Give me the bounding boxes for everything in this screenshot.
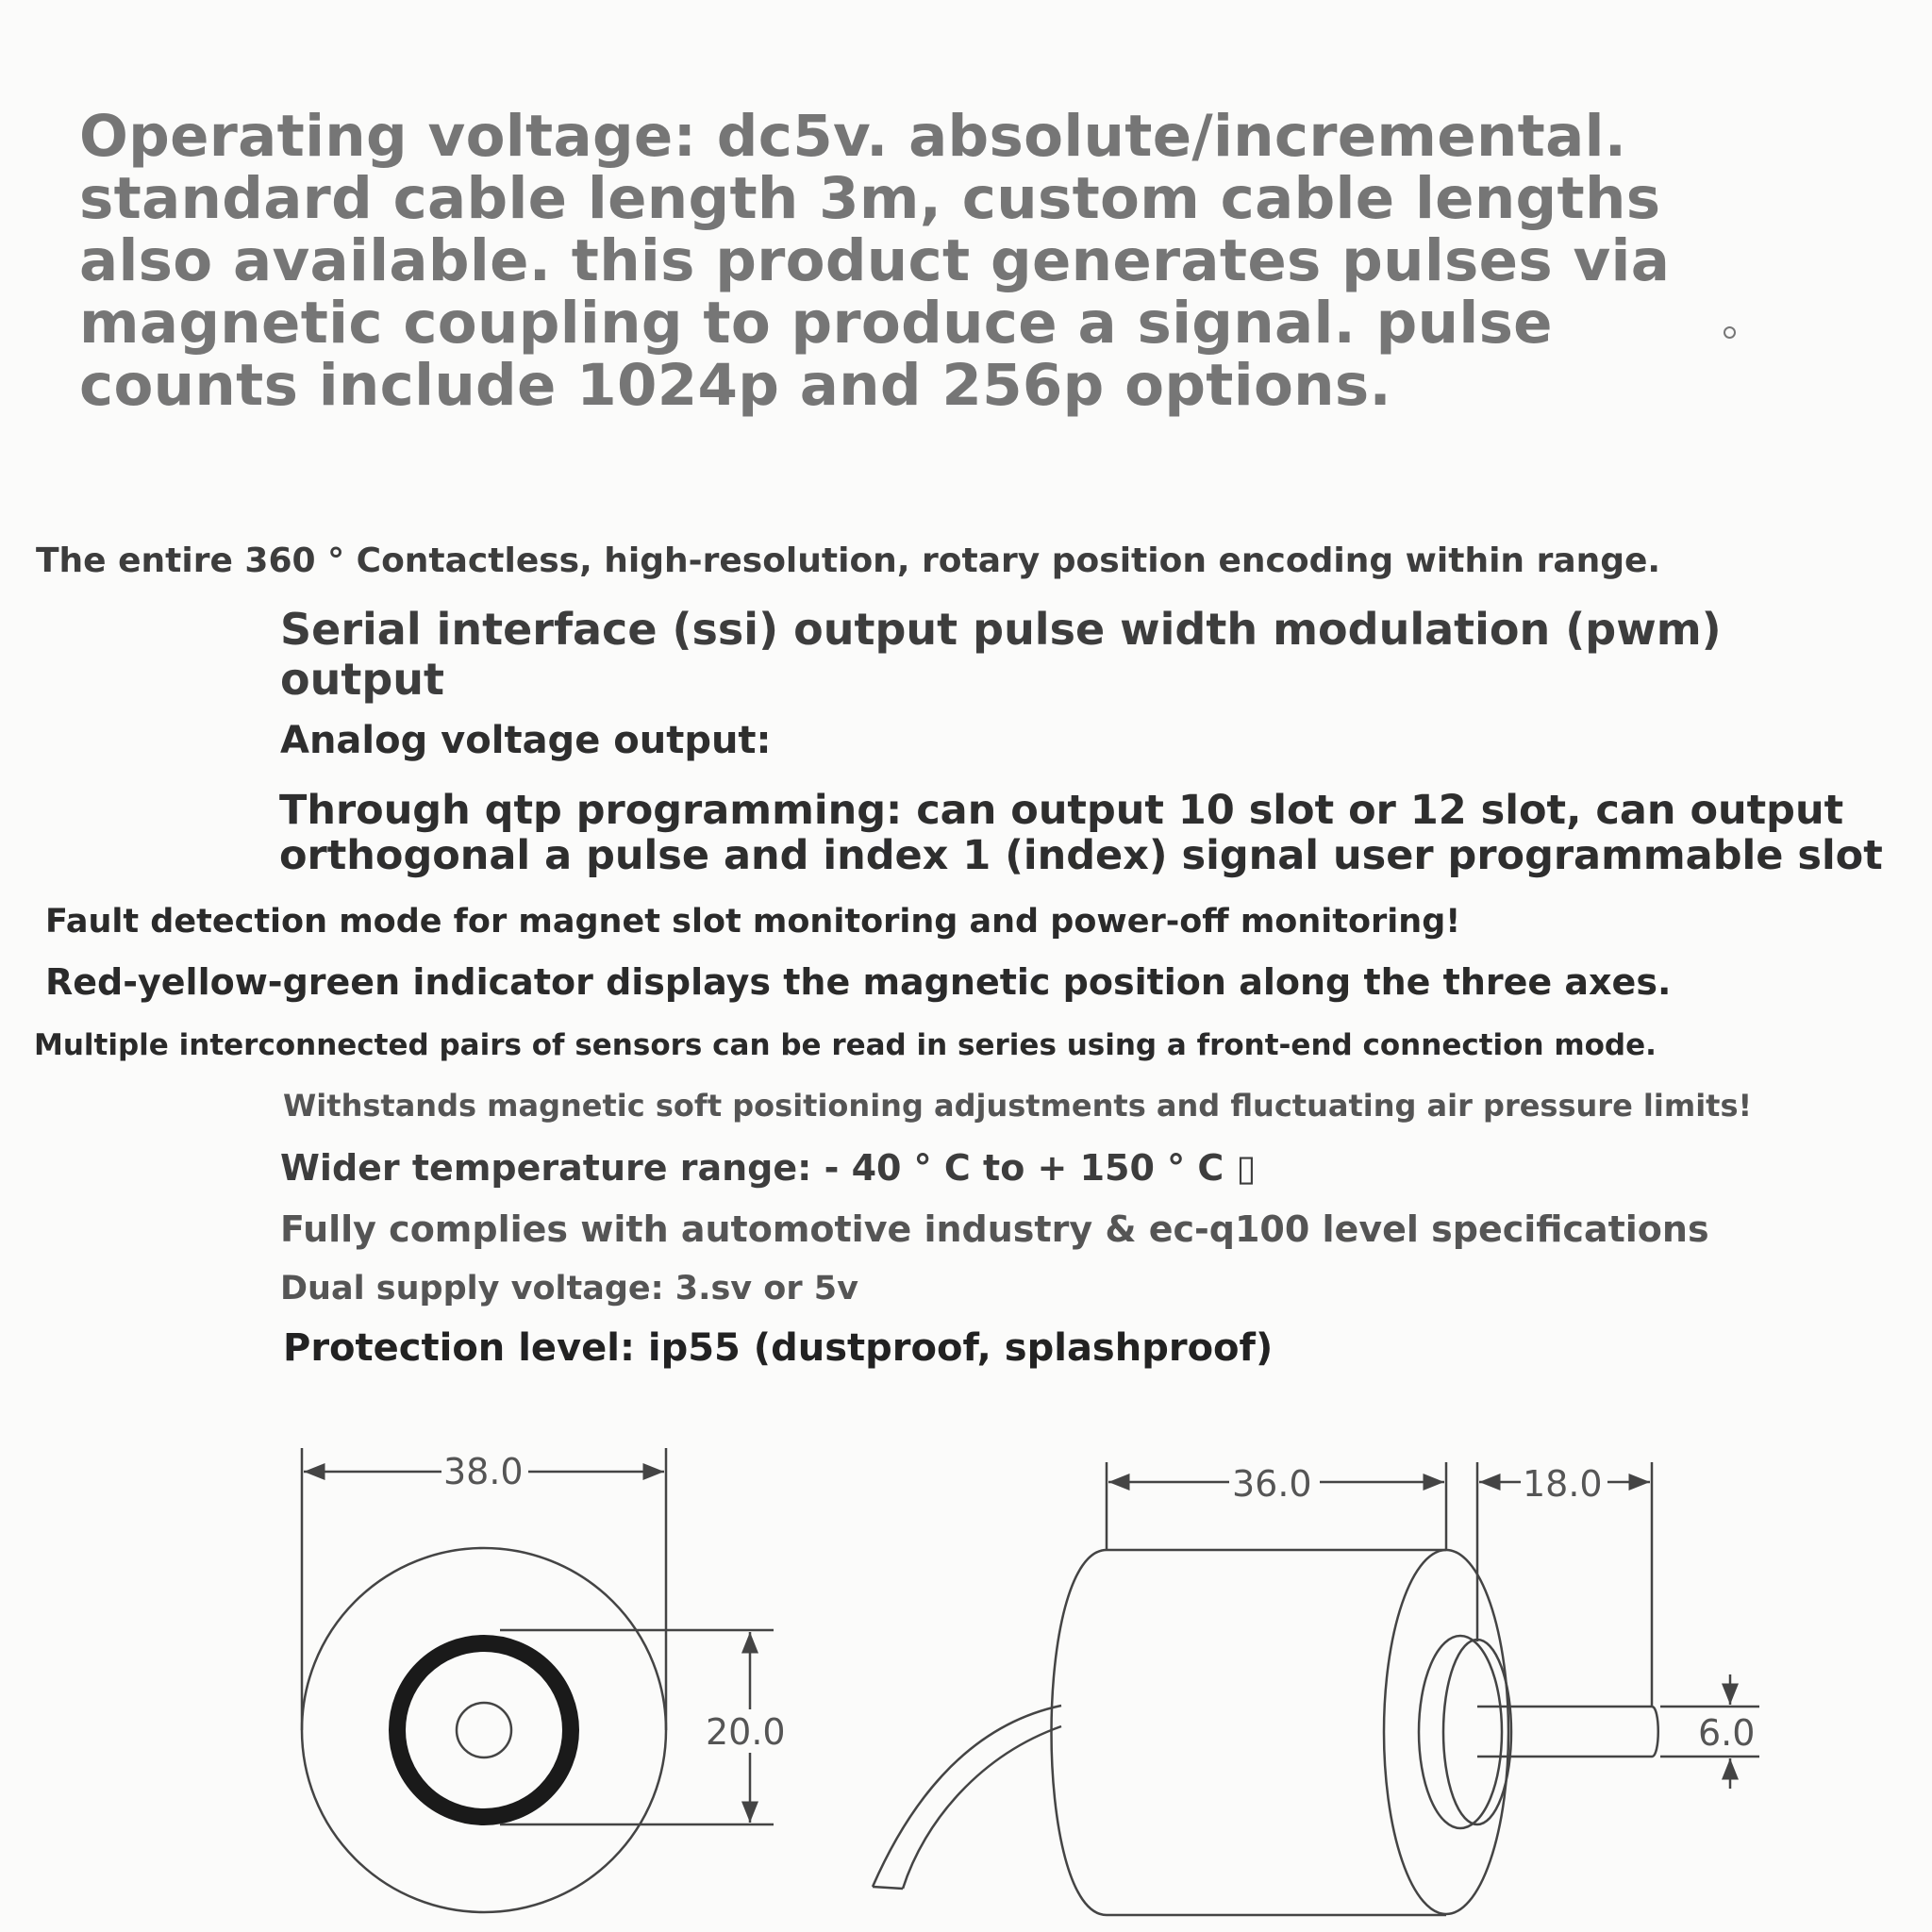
feature-ssi-pwm-line2: output bbox=[280, 654, 445, 705]
feature-qtp-line1: Through qtp programming: can output 10 slot or 12 slot, can output bbox=[279, 787, 1844, 834]
dim-label-38: 38.0 bbox=[443, 1451, 524, 1492]
side-end-face bbox=[1384, 1550, 1508, 1914]
feature-withstands: Withstands magnetic soft positioning adjustments and fluctuating air pressure limits! bbox=[283, 1088, 1753, 1124]
feature-fault-detection: Fault detection mode for magnet slot monitoring and power-off monitoring! bbox=[45, 903, 1461, 941]
front-magnet-ring bbox=[397, 1643, 571, 1817]
dim-label-36: 36.0 bbox=[1232, 1463, 1312, 1505]
dimension-drawing bbox=[0, 1415, 1932, 1932]
feature-indicator: Red-yellow-green indicator displays the magnetic position along the three axes. bbox=[45, 961, 1672, 1003]
side-cable bbox=[873, 1706, 1061, 1889]
side-body bbox=[1052, 1550, 1447, 1915]
feature-ssi-pwm-line1: Serial interface (ssi) output pulse width modulation (pwm) bbox=[280, 604, 1722, 655]
side-shaft bbox=[1477, 1707, 1658, 1757]
feature-automotive: Fully complies with automotive industry & ec-q100 level specifications bbox=[280, 1208, 1709, 1250]
dim-label-18: 18.0 bbox=[1523, 1463, 1603, 1505]
dim-label-20: 20.0 bbox=[706, 1711, 786, 1753]
feature-temperature: Wider temperature range: - 40 ° C to + 150 ° C ▯ bbox=[280, 1147, 1257, 1189]
feature-qtp-line2: orthogonal a pulse and index 1 (index) signal user programmable slot bbox=[279, 832, 1883, 879]
front-center-hole bbox=[457, 1703, 511, 1757]
intro-paragraph: Operating voltage: dc5v. absolute/incremental. standard cable length 3m, custom cable lengths also available. this product generates pulses via magnetic coupling to produce a signal. pulse counts include 1024p and 256p options. bbox=[79, 103, 1671, 419]
feature-analog-voltage: Analog voltage output: bbox=[280, 719, 772, 762]
feature-dual-supply: Dual supply voltage: 3.sv or 5v bbox=[280, 1270, 858, 1307]
stray-dot bbox=[1724, 326, 1736, 339]
feature-series-read: Multiple interconnected pairs of sensors can be read in series using a front-end connection mode. bbox=[34, 1028, 1657, 1062]
front-outer-circle bbox=[302, 1548, 666, 1912]
dim-label-6: 6.0 bbox=[1698, 1712, 1756, 1754]
feature-360-encoding: The entire 360 ° Contactless, high-resolution, rotary position encoding within range. bbox=[36, 541, 1661, 580]
feature-protection: Protection level: ip55 (dustproof, splashproof) bbox=[283, 1326, 1274, 1370]
